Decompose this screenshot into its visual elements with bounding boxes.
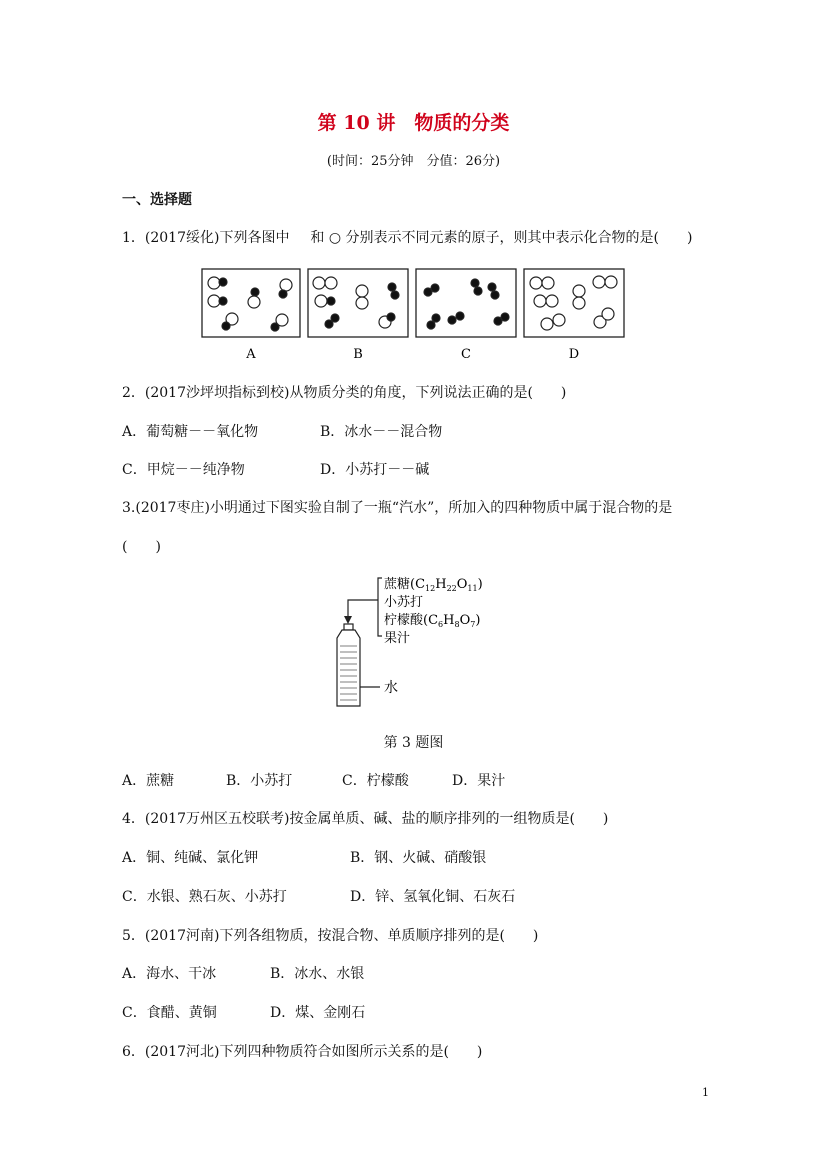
page-title: 第 10 讲 物质的分类 [317,112,510,134]
q3-option-d: D．果汁 [452,773,506,789]
page-subtitle: (时间：25分钟 分值：26分) [326,154,501,169]
question-3-figure [320,570,510,718]
juice-label: 果汁 [384,631,411,646]
figure-3-caption: 第 3 题图 [383,735,444,751]
q1-stem-after: 和 ○ 分别表示不同元素的原子，则其中表示化合物的是( ) [310,230,693,246]
q5-option-b: B．冰水、水银 [270,966,365,982]
q1-stem-before: 1．(2017绥化)下列各图中 [122,230,290,246]
q2-option-d: D．小苏打－－碱 [320,462,430,478]
panel-a-label: A [246,347,256,362]
question-1-figure [198,265,630,365]
q4-option-a: A．铜、纯碱、氯化钾 [122,850,259,866]
q5-option-c: C．食醋、黄铜 [122,1005,217,1021]
question-5-stem: 5．(2017河南)下列各组物质，按混合物、单质顺序排列的是( ) [122,928,539,944]
panel-c-molecules [424,279,509,329]
citric-acid-label: 柠檬酸$(C_6H_8O_7)$ [384,613,481,629]
sucrose-label: 蔗糖$(C_{12}H_{22}O_{11})$ [384,577,483,593]
bottle-icon [337,624,360,706]
q4-option-b: B．钢、火碱、硝酸银 [350,850,487,866]
q5-option-d: D．煤、金刚石 [270,1005,366,1021]
question-4-stem: 4．(2017万州区五校联考)按金属单质、碱、盐的顺序排列的一组物质是( ) [122,811,609,827]
panel-d-molecules [530,276,617,330]
q3-option-b: B．小苏打 [226,773,293,789]
q2-option-c: C．甲烷－－纯净物 [122,462,245,478]
q3-option-a: A．蔗糖 [122,773,175,789]
arrow-down-icon [344,616,352,624]
section-heading: 一、选择题 [122,192,192,208]
question-2-stem: 2．(2017沙坪坝指标到校)从物质分类的角度，下列说法正确的是( ) [122,385,567,401]
water-label: 水 [384,680,398,696]
q4-option-d: D．锌、氢氧化铜、石灰石 [350,889,516,905]
panel-c-label: C [461,347,471,362]
q2-option-b: B．冰水－－混合物 [320,424,443,440]
baking-soda-label: 小苏打 [384,595,424,610]
question-1-stem [122,227,692,247]
panel-b-label: B [353,347,363,362]
panel-a-molecules [208,277,292,331]
q2-option-a: A．葡萄糖－－氧化物 [122,424,259,440]
question-6-stem: 6．(2017河北)下列四种物质符合如图所示关系的是( ) [122,1044,483,1060]
label-brace [378,578,382,636]
q4-option-c: C．水银、熟石灰、小苏打 [122,889,287,905]
panel-d-label: D [568,347,580,362]
question-3-stem-line2: ( ) [122,539,161,555]
question-3-stem-line1: 3.(2017枣庄)小明通过下图实验自制了一瓶“汽水”，所加入的四种物质中属于混合物的是 [122,500,673,516]
arrow-line [348,600,378,620]
page-number: 1 [702,1086,709,1099]
q5-option-a: A．海水、干冰 [122,966,217,982]
q3-option-c: C．柠檬酸 [342,773,409,789]
panel-b-molecules [313,277,399,328]
